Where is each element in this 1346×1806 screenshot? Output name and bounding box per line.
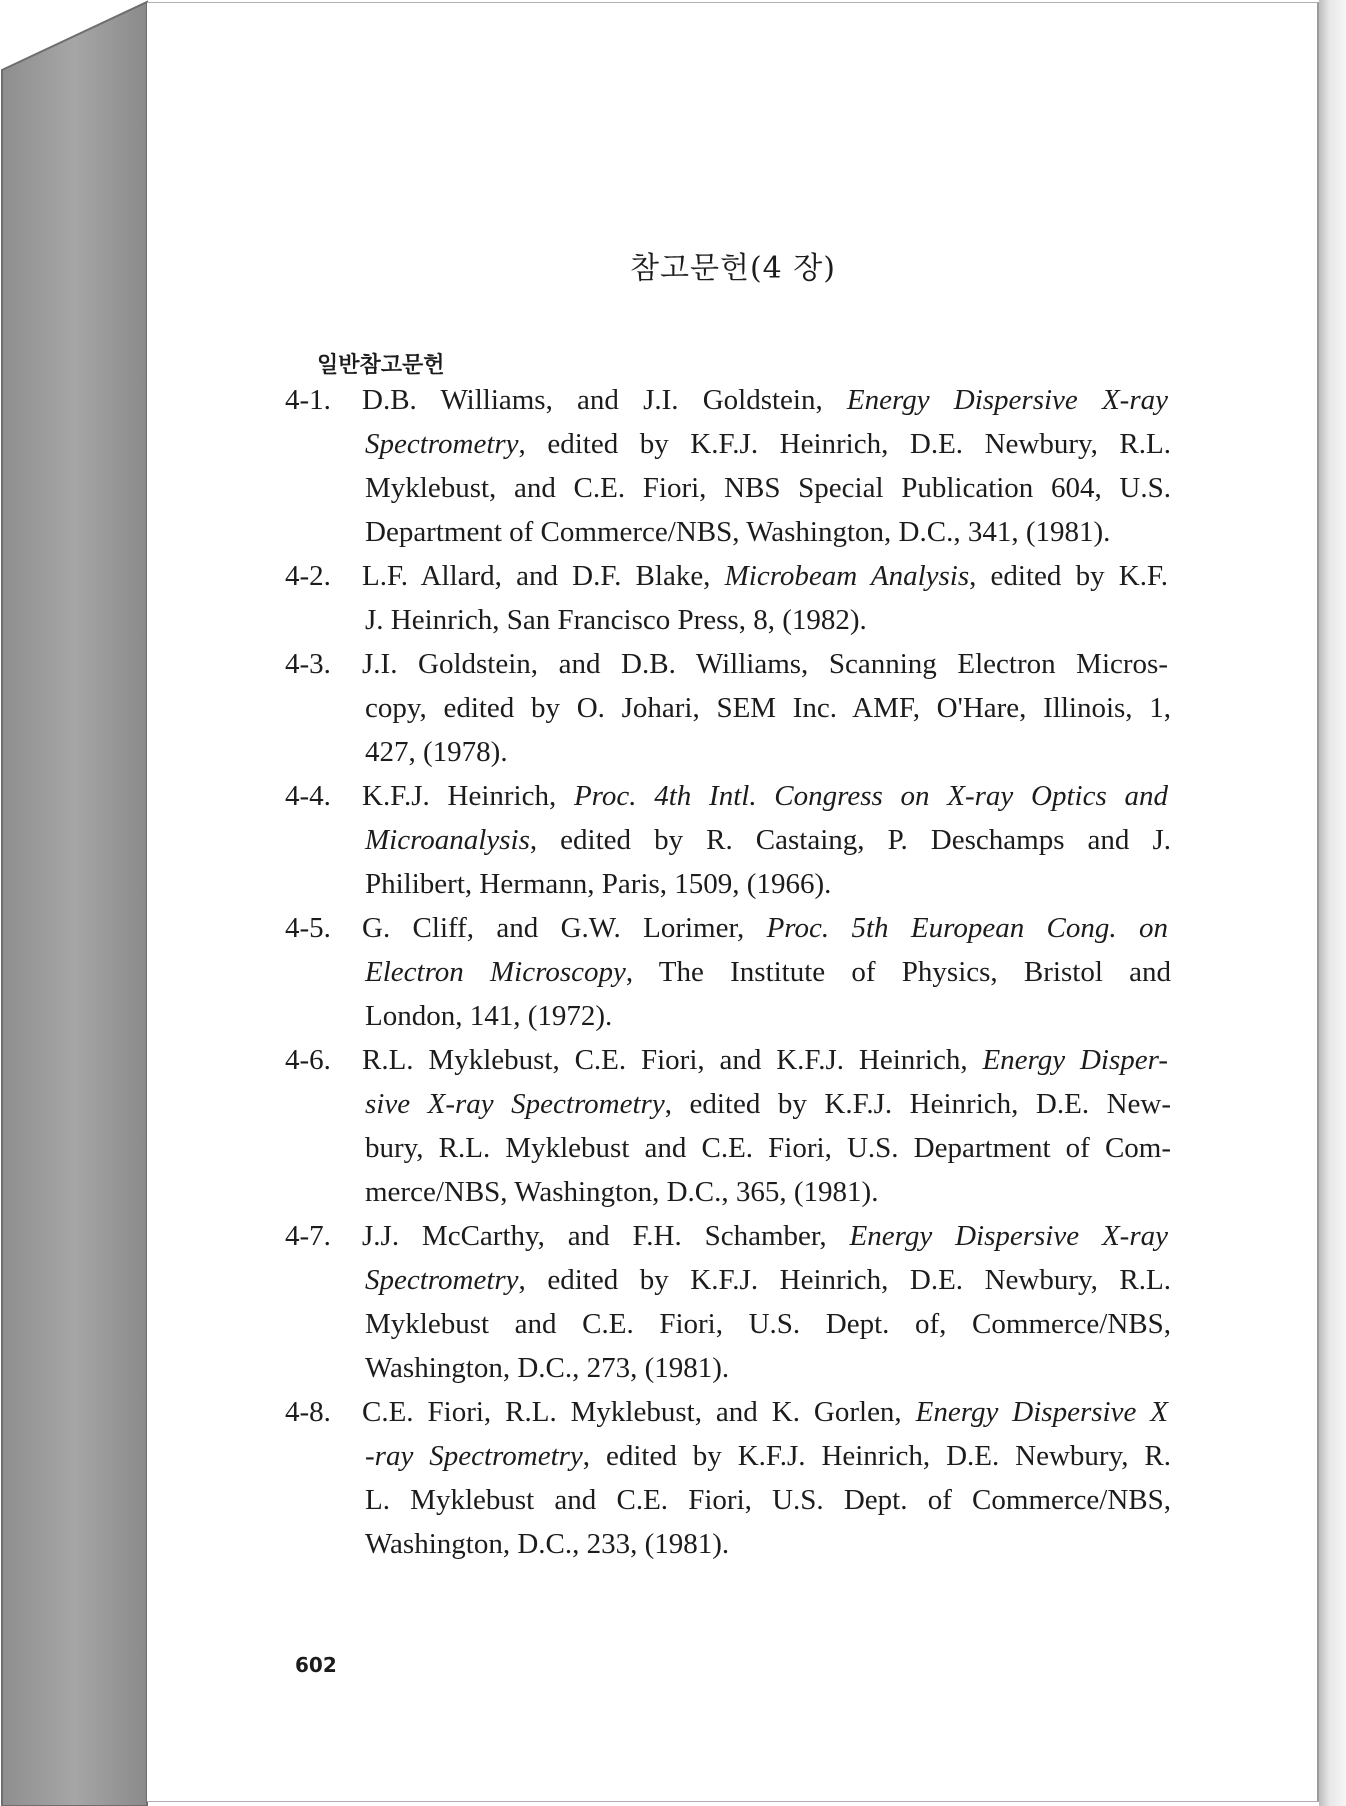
reference-text-line: G. Cliff, and G.W. Lorimer, Proc. 5th European Cong. on [362,912,1168,944]
reference-number: 4-6. [285,1044,331,1076]
reference-text-line: Washington, D.C., 273, (1981). [365,1352,730,1384]
reference-text-line: R.L. Myklebust, C.E. Fiori, and K.F.J. Heinrich, Energy Disper- [362,1044,1168,1076]
reference-text-line: Myklebust and C.E. Fiori, U.S. Dept. of, Commerce/NBS, [365,1308,1171,1340]
reference-text-line: Spectrometry, edited by K.F.J. Heinrich, D.E. Newbury, R.L. [365,428,1171,460]
page-title: 참고문헌(4 장) [630,251,836,286]
reference-text-line: -ray Spectrometry, edited by K.F.J. Heinrich, D.E. Newbury, R. [365,1440,1171,1472]
reference-text-line: sive X-ray Spectrometry, edited by K.F.J. Heinrich, D.E. New- [365,1088,1172,1120]
reference-list [147,3,1319,1803]
reference-text-line: J.J. McCarthy, and F.H. Schamber, Energy Dispersive X-ray [362,1220,1168,1252]
reference-text-line: Department of Commerce/NBS, Washington, D.C., 341, (1981). [365,516,1111,548]
reference-text-line: C.E. Fiori, R.L. Myklebust, and K. Gorlen, Energy Dispersive X [362,1396,1168,1428]
reference-number: 4-8. [285,1396,331,1428]
reference-text-line: L.F. Allard, and D.F. Blake, Microbeam Analysis, edited by K.F. [362,560,1168,592]
reference-text-line: J.I. Goldstein, and D.B. Williams, Scanning Electron Micros- [362,648,1168,680]
reference-number: 4-4. [285,780,331,812]
reference-number: 4-5. [285,912,331,944]
book-page [147,2,1319,1802]
reference-text-line: Electron Microscopy, The Institute of Physics, Bristol and [365,956,1171,988]
reference-text-line: Myklebust, and C.E. Fiori, NBS Special Publication 604, U.S. [365,472,1171,504]
page-edge-shadow [1319,0,1346,1806]
reference-text-line: merce/NBS, Washington, D.C., 365, (1981). [365,1176,879,1208]
reference-text-line: Philibert, Hermann, Paris, 1509, (1966). [365,868,832,900]
reference-number: 4-7. [285,1220,331,1252]
reference-text-line: London, 141, (1972). [365,1000,613,1032]
reference-text-line: K.F.J. Heinrich, Proc. 4th Intl. Congress on X-ray Optics and [362,780,1168,812]
reference-text-line: Spectrometry, edited by K.F.J. Heinrich, D.E. Newbury, R.L. [365,1264,1171,1296]
reference-text-line: D.B. Williams, and J.I. Goldstein, Energy Dispersive X-ray [362,384,1168,416]
reference-text-line: Microanalysis, edited by R. Castaing, P. Deschamps and J. [365,824,1171,856]
reference-text-line: copy, edited by O. Johari, SEM Inc. AMF, O'Hare, Illinois, 1, [365,692,1171,724]
reference-text-line: L. Myklebust and C.E. Fiori, U.S. Dept. of Commerce/NBS, [365,1484,1171,1516]
page-number: 602 [295,1653,337,1677]
reference-number: 4-1. [285,384,331,416]
reference-text-line: Washington, D.C., 233, (1981). [365,1528,730,1560]
reference-number: 4-2. [285,560,331,592]
reference-text-line: J. Heinrich, San Francisco Press, 8, (1982). [365,604,867,636]
reference-number: 4-3. [285,648,331,680]
reference-text-line: 427, (1978). [365,736,508,768]
section-heading: 일반참고문헌 [317,353,445,378]
reference-text-line: bury, R.L. Myklebust and C.E. Fiori, U.S. Department of Com- [365,1132,1171,1164]
